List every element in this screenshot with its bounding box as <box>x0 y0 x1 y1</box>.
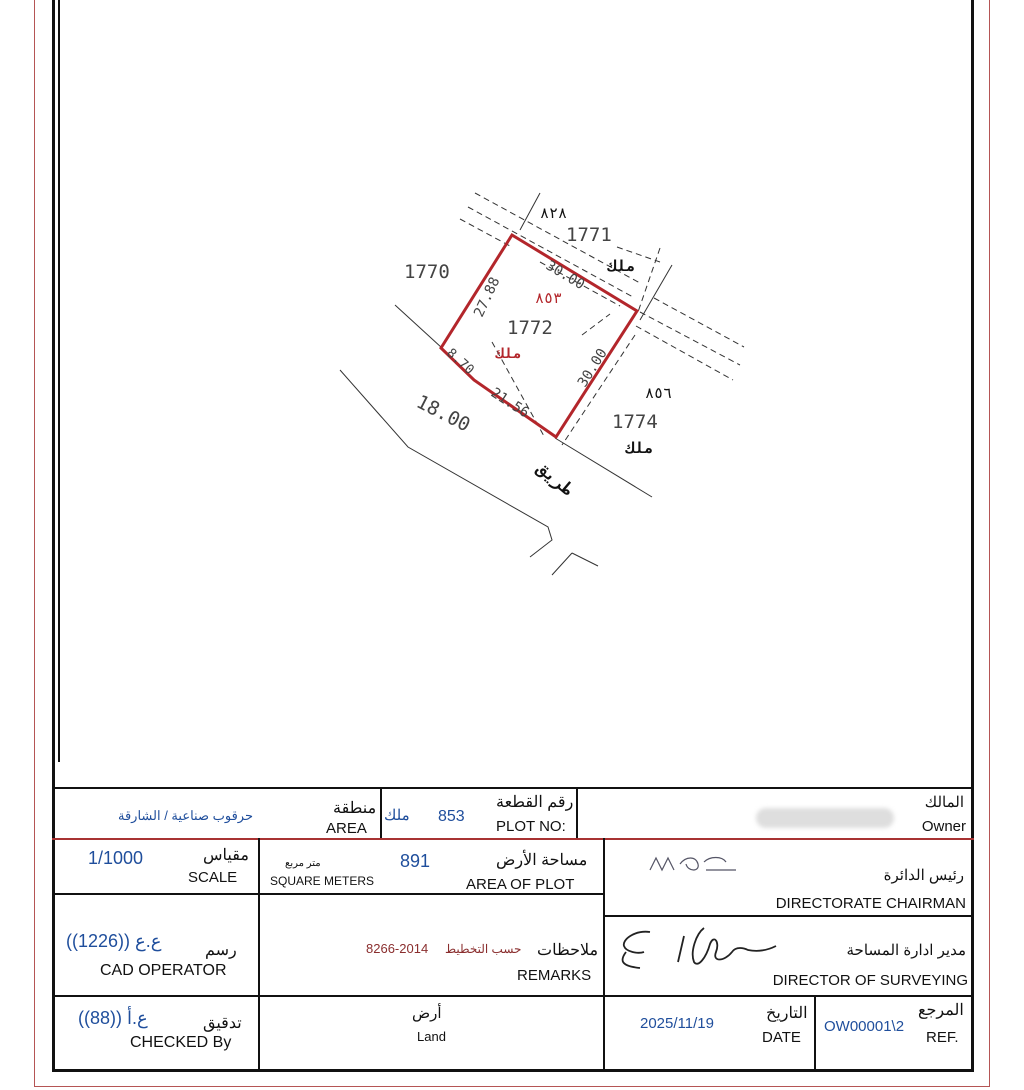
plot-no-label-ar: رقم القطعة <box>496 794 574 811</box>
cad-label-en: CAD OPERATOR <box>100 962 227 979</box>
area-value: حرقوب صناعية / الشارقة <box>118 808 253 823</box>
surveying-signature <box>608 922 788 974</box>
scale-value: 1/1000 <box>88 848 144 868</box>
plot-no-label-en: PLOT NO: <box>496 818 566 835</box>
neighbor-north-arabic: ٨٢٨ <box>540 204 568 222</box>
remarks-value: 8266-2014 <box>366 941 429 956</box>
plot-type-value: ملك <box>384 807 410 824</box>
area-label-ar: منطقة <box>333 800 377 817</box>
remarks-label-en: REMARKS <box>517 967 592 984</box>
neighbor-north-number: 1771 <box>566 224 612 246</box>
area-of-plot-label-en: AREA OF PLOT <box>466 876 575 893</box>
area-of-plot-value: 891 <box>400 851 431 871</box>
area-label-en: AREA <box>326 820 367 837</box>
dim-right: 30.00 <box>574 345 611 391</box>
remarks-text: حسب التخطيط <box>445 942 522 956</box>
land-label-ar: أرض <box>412 1005 442 1022</box>
plot-arabic-number: ٨٥٣ <box>535 289 563 307</box>
dim-top: 30.00 <box>542 257 588 294</box>
road-label: طريق <box>532 458 578 501</box>
chairman-label-ar: رئيس الدائرة <box>883 867 964 884</box>
scale-label-ar: مقياس <box>203 847 249 864</box>
date-value: 2025/11/19 <box>640 1015 714 1032</box>
neighbor-east-number: 1774 <box>612 411 658 433</box>
chairman-signature <box>646 852 742 878</box>
road-lines <box>340 193 672 575</box>
checked-label-ar: تدقيق <box>203 1015 242 1032</box>
checked-value: ع.أ ((88)) <box>78 1008 148 1028</box>
chairman-label-en: DIRECTORATE CHAIRMAN <box>775 895 966 912</box>
dim-bottom: 21.56 <box>487 384 532 422</box>
remarks-label-ar: ملاحظات <box>537 942 599 959</box>
plot-no-value: 853 <box>438 808 465 825</box>
cad-value: ع.ع ((1226)) <box>66 931 162 951</box>
cad-label-ar: رسم <box>205 942 237 959</box>
unit-label-en: SQUARE METERS <box>270 874 375 888</box>
dim-corner: 8.70 <box>443 345 477 378</box>
ref-value: OW00001\2 <box>824 1018 905 1035</box>
neighbor-west-number: 1770 <box>404 261 450 283</box>
area-of-plot-label-ar: مساحة الأرض <box>496 852 588 869</box>
plot-number: 1772 <box>507 317 553 339</box>
plot-label: ملك <box>496 346 522 362</box>
date-label-en: DATE <box>762 1029 801 1046</box>
ref-label-en: REF. <box>926 1029 959 1046</box>
dim-left: 27.88 <box>471 274 504 320</box>
neighbor-east-label: ملك <box>626 439 654 457</box>
surveying-label-ar: مدير ادارة المساحة <box>846 942 966 959</box>
owner-name-redacted <box>756 808 894 828</box>
owner-label-en: Owner <box>921 818 966 835</box>
land-label-en: Land <box>417 1029 446 1044</box>
neighbor-east-arabic: ٨٥٦ <box>645 384 673 402</box>
ref-label-ar: المرجع <box>918 1002 964 1019</box>
owner-label-ar: المالك <box>924 794 964 811</box>
neighbor-north-label: ملك <box>608 257 636 275</box>
road-width: 18.00 <box>412 390 474 437</box>
surveying-label-en: DIRECTOR OF SURVEYING <box>772 972 968 989</box>
unit-label-ar: متر مربع <box>285 858 321 869</box>
checked-label-en: CHECKED By <box>130 1034 232 1051</box>
date-label-ar: التاريخ <box>766 1005 808 1022</box>
scale-label-en: SCALE <box>188 869 238 886</box>
